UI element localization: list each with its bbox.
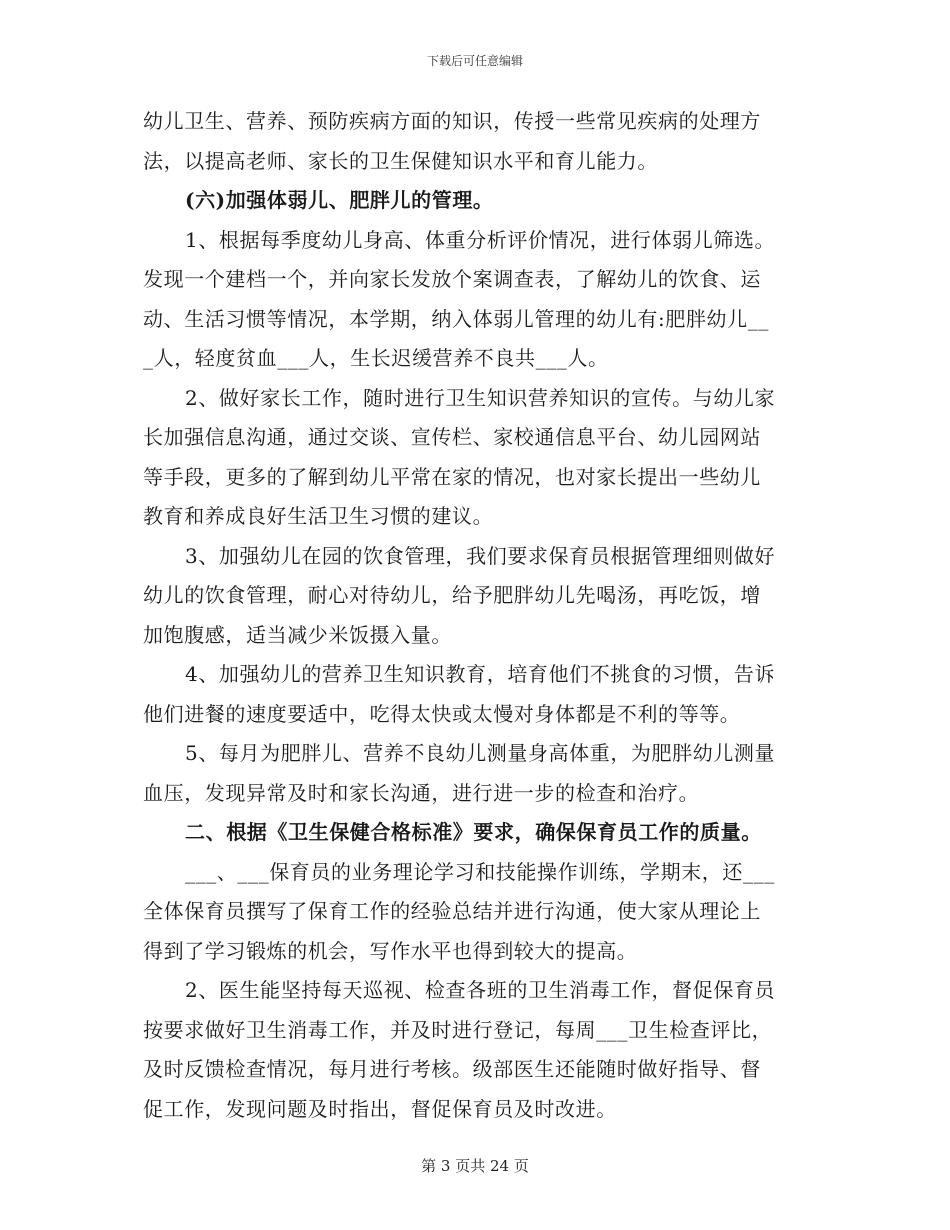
body-text-line: 动、生活习惯等情况，本学期，纳入体弱儿管理的幼儿有:肥胖幼儿__ — [143, 306, 769, 331]
body-text-line: 发现一个建档一个，并向家长发放个案调查表，了解幼儿的饮食、运 — [143, 267, 761, 291]
body-text-line: 2、医生能坚持每天巡视、检查各班的卫生消毒工作，督促保育员 — [185, 978, 776, 1002]
body-text-line: 教育和养成良好生活卫生习惯的建议。 — [143, 504, 494, 528]
body-text-line: 4、加强幼儿的营养卫生知识教育，培育他们不挑食的习惯，告诉 — [185, 662, 776, 686]
body-text-line: 得到了学习锻炼的机会，写作水平也得到较大的提高。 — [143, 938, 638, 963]
body-text-line: 等手段，更多的了解到幼儿平常在家的情况，也对家长提出一些幼儿 — [143, 464, 761, 489]
body-text-line: 3、加强幼儿在园的饮食管理，我们要求保育员根据管理细则做好 — [185, 543, 776, 568]
body-text-line: 幼儿的饮食管理，耐心对待幼儿，给予肥胖幼儿先喝汤，再吃饭，增 — [143, 583, 761, 607]
body-text-line: 血压，发现异常及时和家长沟通，进行进一步的检查和治疗。 — [143, 780, 700, 805]
body-text-line: 幼儿卫生、营养、预防疾病方面的知识，传授一些常见疾病的处理方 — [143, 109, 761, 133]
body-text-line: 他们进餐的速度要适中，吃得太快或太慢对身体都是不利的等等。 — [143, 701, 741, 726]
body-text-line: 全体保育员撰写了保育工作的经验总结并进行沟通，使大家从理论上 — [143, 899, 761, 923]
section-heading-line: (六)加强体弱儿、肥胖儿的管理。 — [185, 188, 494, 212]
body-text-line: 1、根据每季度幼儿身高、体重分析评价情况，进行体弱儿筛选。 — [185, 227, 776, 252]
body-text-line: 促工作，发现问题及时指出，督促保育员及时改进。 — [143, 1096, 617, 1121]
section-heading-line: 二、根据《卫生保健合格标准》要求，确保保育员工作的质量。 — [185, 820, 762, 844]
body-text-line: 长加强信息沟通，通过交谈、宣传栏、家校通信息平台、幼儿园网站 — [143, 425, 761, 449]
body-text-line: 按要求做好卫生消毒工作，并及时进行登记，每周___卫生检查评比， — [143, 1017, 773, 1042]
page-number: 第 3 页共 24 页 — [421, 1157, 529, 1175]
body-text-line: ___、___保育员的业务理论学习和技能操作训练，学期末，还___ — [185, 859, 775, 884]
document-body — [143, 102, 815, 1129]
body-text-line: 法，以提高老师、家长的卫生保健知识水平和育儿能力。 — [143, 148, 658, 173]
page-header-note: 下载后可任意编辑 — [426, 54, 523, 68]
body-text-line: _人，轻度贫血___人，生长迟缓营养不良共___人。 — [143, 346, 609, 370]
body-text-line: 2、做好家长工作，随时进行卫生知识营养知识的宣传。与幼儿家 — [185, 385, 776, 410]
body-text-line: 加饱腹感，适当减少米饭摄入量。 — [143, 622, 452, 647]
body-text-line: 及时反馈检查情况，每月进行考核。级部医生还能随时做好指导、督 — [143, 1057, 761, 1081]
body-text-line: 5、每月为肥胖儿、营养不良幼儿测量身高体重，为肥胖幼儿测量 — [185, 741, 776, 765]
